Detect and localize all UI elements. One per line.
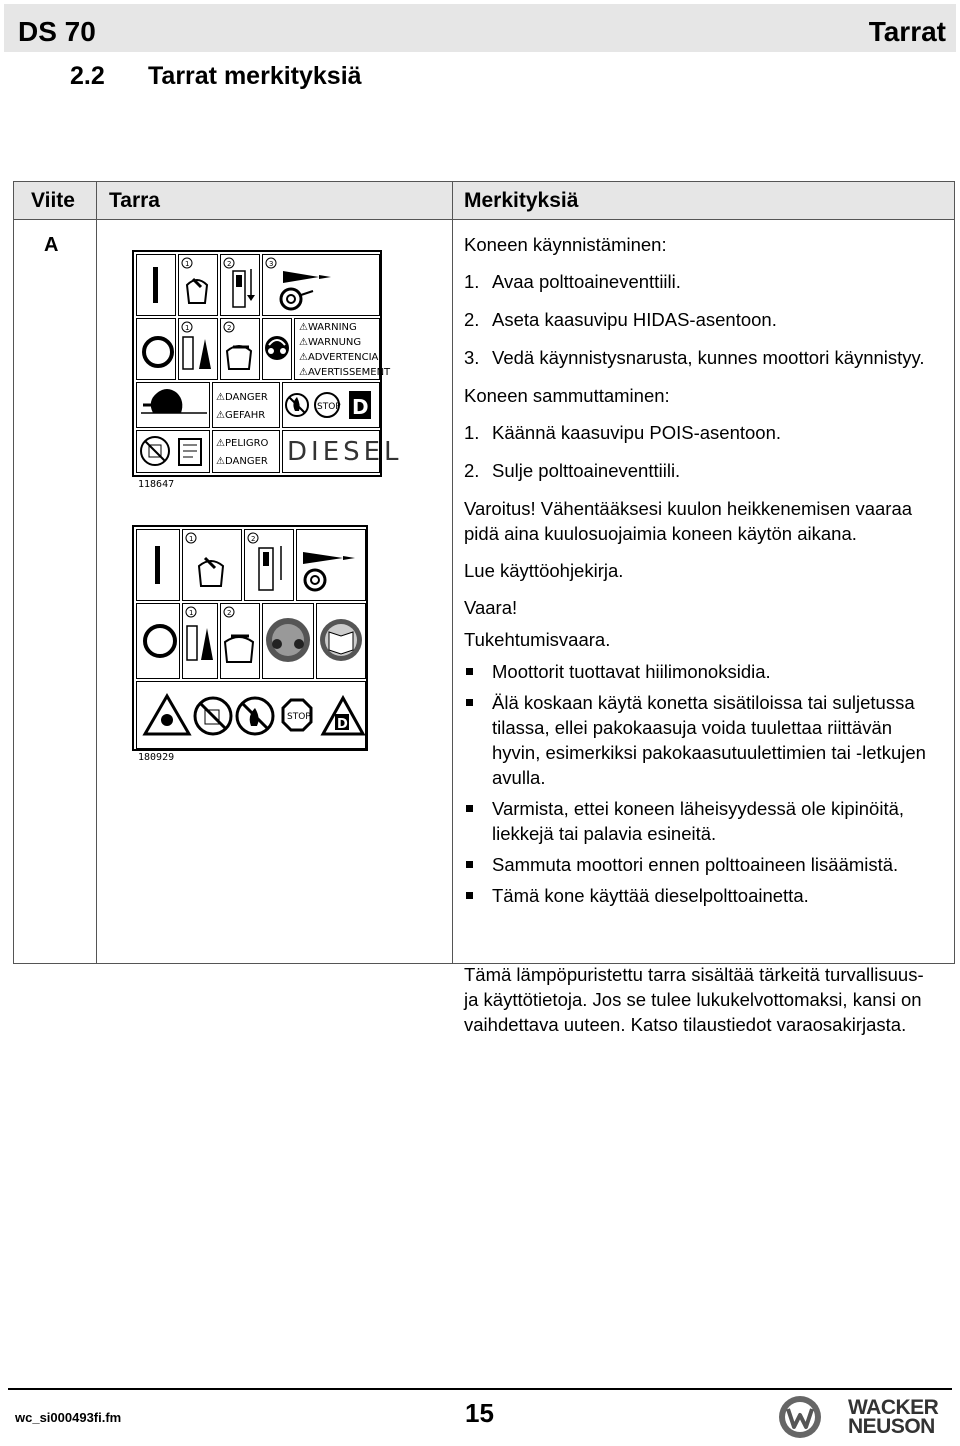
on-bar-icon — [153, 267, 158, 303]
svg-text:1: 1 — [185, 260, 190, 268]
column-divider — [96, 182, 97, 963]
on-bar-icon — [155, 546, 160, 584]
asphyxiation-text: Tukehtumisvaara. — [464, 629, 611, 650]
danger-text: Vaara! — [464, 597, 518, 618]
footer-divider — [8, 1388, 952, 1390]
section-title — [70, 62, 362, 91]
decal-cell — [220, 603, 260, 679]
decal-note: Tämä lämpöpuristettu tarra sisältää tärkeitä turvallisuus- ja käyttötietoja. Jos se tulee lukukelvottomaksi, kansi on vaihdettava uuteen. Katso tilaustiedot varaosakirjasta. — [464, 964, 924, 1035]
footer-filename: wc_si000493fi.fm — [15, 1410, 122, 1425]
column-header-meaning: Merkityksiä — [464, 189, 579, 212]
svg-text:D: D — [352, 395, 369, 419]
ear-protection-icon — [263, 604, 313, 676]
decal-cell — [136, 529, 180, 601]
decal-180929 — [132, 525, 368, 751]
decal-cell — [296, 529, 366, 601]
decal-cell — [220, 318, 260, 380]
pull-starter-icon — [297, 530, 365, 598]
decal-cell — [262, 603, 314, 679]
danger-label-list: ⚠DANGER ⚠GEFAHR — [216, 392, 268, 421]
decal-cell — [178, 318, 218, 380]
decal-cell — [282, 382, 380, 428]
danger-bullets — [464, 659, 934, 908]
throttle-lever-icon — [245, 530, 293, 598]
decal-cell — [136, 603, 180, 679]
start-steps — [464, 269, 934, 370]
decal-cell — [220, 254, 260, 316]
list-item: Moottorit tuottavat hiilimonoksidia. — [464, 659, 934, 684]
chapter-title: Tarrat — [868, 16, 946, 47]
reference-letter: A — [44, 234, 59, 256]
wacker-neuson-logo-icon — [776, 1393, 840, 1441]
list-item: 3. Vedä käynnistysnarusta, kunnes moottori käynnistyy. — [464, 347, 925, 368]
decal-cell — [262, 254, 380, 316]
decal-cell — [212, 382, 280, 428]
svg-text:D: D — [337, 717, 348, 732]
fuel-valve-off-icon — [221, 319, 259, 377]
svg-text:1: 1 — [189, 535, 194, 543]
list-item: 1. Avaa polttoaineventtiili. — [464, 271, 681, 292]
read-manual-text: Lue käyttöohjekirja. — [464, 560, 624, 581]
decal-code: 118647 — [138, 479, 175, 490]
stop-steps — [464, 420, 934, 483]
fuel-valve-icon — [179, 255, 217, 313]
decal-cell — [282, 430, 403, 473]
list-item: Sammuta moottori ennen polttoaineen lisäämistä. — [464, 852, 934, 877]
decal-cell — [136, 318, 176, 380]
page-number: 15 — [465, 1398, 494, 1428]
pull-starter-icon — [263, 255, 378, 313]
column-header-decal: Tarra — [109, 189, 160, 212]
warning-label-list: ⚠WARNING ⚠WARNUNG ⚠ADVERTENCIA ⚠AVERTISSEMENT — [299, 322, 391, 378]
decal-cell — [262, 318, 292, 380]
meaning-text — [464, 232, 934, 1037]
diesel-label: DIESEL — [287, 437, 403, 467]
brand-wordmark: WACKER NEUSON — [848, 1396, 939, 1438]
section-title-text: Tarrat merkityksiä — [148, 62, 362, 90]
decal-cell — [316, 603, 366, 679]
read-manual-icon — [317, 604, 365, 676]
decal-cell — [212, 430, 280, 473]
svg-text:2: 2 — [227, 324, 232, 332]
decal-cell — [178, 254, 218, 316]
table-header — [14, 182, 954, 220]
off-circle-icon — [142, 336, 174, 368]
ear-protection-icon — [263, 319, 291, 377]
decal-cell — [136, 430, 210, 473]
svg-text:STOP: STOP — [317, 402, 341, 412]
column-header-ref: Viite — [31, 189, 75, 212]
list-item: Varmista, ettei koneen läheisyydessä ole kipinöitä, liekkejä tai palavia esineitä. — [464, 796, 934, 846]
no-indoor-and-manual-icons — [137, 431, 209, 471]
decal-cell — [244, 529, 294, 601]
svg-text:1: 1 — [189, 609, 194, 617]
svg-text:1: 1 — [185, 324, 190, 332]
exhaust-hazard-icon — [137, 383, 209, 427]
decal-cell — [136, 382, 210, 428]
no-flame-stop-fuel-icons — [283, 383, 379, 427]
header-bar — [4, 4, 956, 52]
svg-text:STOP: STOP — [287, 712, 311, 722]
doc-id: DS 70 — [18, 16, 96, 47]
decal-cell — [136, 254, 176, 316]
svg-text:2: 2 — [227, 260, 232, 268]
svg-text:2: 2 — [227, 609, 232, 617]
decal-118647 — [132, 250, 403, 477]
throttle-off-icon — [179, 319, 217, 377]
decal-table — [13, 181, 955, 1035]
throttle-off-icon — [183, 604, 217, 676]
section-number: 2.2 — [70, 62, 105, 90]
list-item: Tämä kone käyttää dieselpolttoainetta. — [464, 883, 934, 908]
off-circle-icon — [143, 624, 177, 658]
decal-cell — [294, 318, 391, 380]
column-divider — [452, 182, 453, 963]
fuel-valve-icon — [183, 530, 241, 598]
fuel-valve-off-icon — [221, 604, 259, 676]
list-item: 1. Käännä kaasuvipu POIS-asentoon. — [464, 422, 781, 443]
safety-symbol-row — [137, 682, 365, 746]
decal-code: 180929 — [138, 752, 175, 763]
list-item: 2. Aseta kaasuvipu HIDAS-asentoon. — [464, 309, 777, 330]
throttle-lever-icon — [221, 255, 259, 313]
svg-text:2: 2 — [251, 535, 256, 543]
list-item: 2. Sulje polttoaineventtiili. — [464, 460, 681, 481]
decal-cell — [182, 529, 242, 601]
decal-cell — [136, 681, 366, 749]
hearing-warning: Varoitus! Vähentääksesi kuulon heikkenemisen vaaraa pidä aina kuulosuojaimia koneen käytön aikana. — [464, 498, 913, 544]
list-item: Älä koskaan käytä konetta sisätiloissa tai suljetussa tilassa, ellei pakokaasuja voida tuulettaa riittävän hyvin, esimerkiksi pakokaasutuulettimien tai -letkujen avulla. — [464, 690, 934, 790]
danger-label-list: ⚠PELIGRO ⚠DANGER — [216, 438, 269, 467]
decal-cell — [182, 603, 218, 679]
start-title: Koneen käynnistäminen: — [464, 234, 667, 255]
stop-title: Koneen sammuttaminen: — [464, 385, 670, 406]
svg-text:3: 3 — [269, 260, 274, 268]
